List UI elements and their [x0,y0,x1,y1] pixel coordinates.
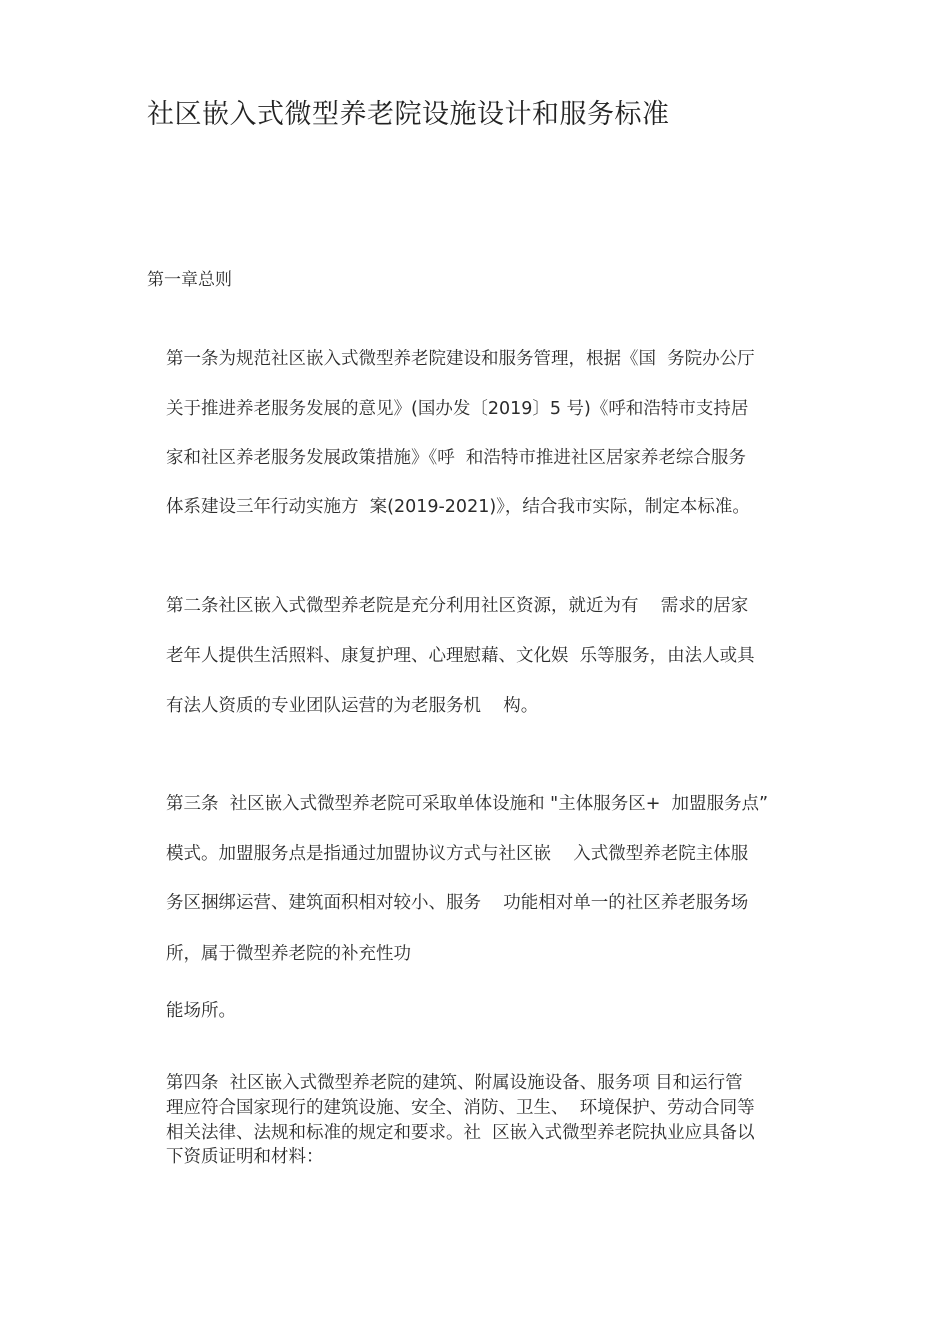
article-4-line: 相关法律、法规和标准的规定和要求。社 区嵌入式微型养老院执业应具备以 [166,1123,755,1143]
article-3-line: 务区捆绑运营、建筑面积相对较小、服务 功能相对单一的社区养老服务场 [166,893,749,913]
article-4-line: 下资质证明和材料： [166,1147,324,1167]
article-4-line: 理应符合国家现行的建筑设施、安全、消防、卫生、 环境保护、劳动合同等 [166,1098,755,1118]
article-3-line: 能场所。 [166,1001,236,1021]
article-3-line: 所，属于微型养老院的补充性功 [166,944,411,964]
article-3-line: 第三条 社区嵌入式微型养老院可采取单体设施和 "主体服务区+ 加盟服务点” [166,794,769,814]
article-2-line: 第二条社区嵌入式微型养老院是充分利用社区资源，就近为有 需求的居家 [166,596,749,616]
article-2-line: 有法人资质的专业团队运营的为老服务机 构。 [166,696,539,716]
article-1-line: 体系建设三年行动实施方 案(2019-2021)》，结合我市实际，制定本标准。 [166,497,750,517]
chapter-heading: 第一章总则 [147,270,232,290]
article-2-line: 老年人提供生活照料、康复护理、心理慰藉、文化娱 乐等服务，由法人或具 [166,646,755,666]
article-1-line: 第一条为规范社区嵌入式微型养老院建设和服务管理，根据《国 务院办公厅 [166,349,755,369]
article-1-line: 关于推进养老服务发展的意见》(国办发〔2019〕5 号)《呼和浩特市支持居 [166,399,749,419]
article-4-line: 第四条 社区嵌入式微型养老院的建筑、附属设施设备、服务项 目和运行管 [166,1073,743,1093]
article-1-line: 家和社区养老服务发展政策措施》《呼 和浩特市推进社区居家养老综合服务 [166,448,746,468]
document-title: 社区嵌入式微型养老院设施设计和服务标准 [147,99,670,130]
article-3-line: 模式。加盟服务点是指通过加盟协议方式与社区嵌 入式微型养老院主体服 [166,844,749,864]
